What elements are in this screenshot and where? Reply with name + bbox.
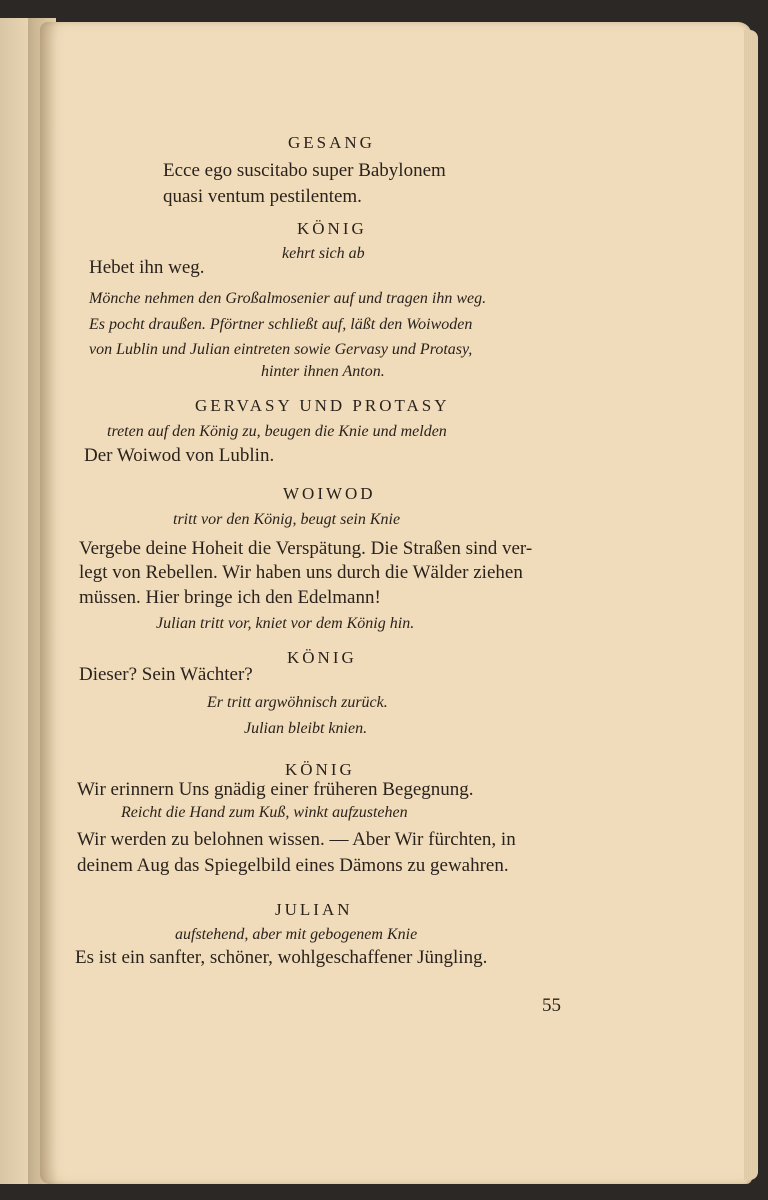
speaker-gesang: GESANG bbox=[288, 133, 375, 152]
woiwod-stage-direction-2: Julian tritt vor, kniet vor dem König hin. bbox=[156, 615, 415, 632]
gervasy-stage-direction: treten auf den König zu, beugen die Knie und melden bbox=[107, 423, 447, 440]
speaker-konig-1: KÖNIG bbox=[297, 219, 367, 238]
woiwod-line-2: legt von Rebellen. Wir haben uns durch die Wälder ziehen bbox=[79, 562, 523, 583]
julian-stage-direction: aufstehend, aber mit gebogenem Knie bbox=[175, 926, 418, 943]
konig-3-stage-direction: Reicht die Hand zum Kuß, winkt aufzustehen bbox=[121, 804, 408, 821]
julian-line: Es ist ein sanfter, schöner, wohlgeschaffener Jüngling. bbox=[75, 947, 488, 968]
speaker-konig-2: KÖNIG bbox=[287, 648, 357, 667]
konig-2-stage-direction-2: Julian bleibt knien. bbox=[244, 720, 368, 737]
woiwod-line-1: Vergebe deine Hoheit die Verspätung. Die Straßen sind ver- bbox=[79, 538, 533, 559]
konig-3-line-2: Wir werden zu belohnen wissen. — Aber Wir fürchten, in bbox=[77, 829, 516, 850]
gesang-line-1: Ecce ego suscitabo super Babylonem bbox=[163, 160, 446, 181]
woiwod-line-3: müssen. Hier bringe ich den Edelmann! bbox=[79, 587, 381, 608]
speaker-woiwod: WOIWOD bbox=[283, 484, 376, 503]
konig-3-line-3: deinem Aug das Spiegelbild eines Dämons zu gewahren. bbox=[77, 855, 509, 876]
page-number: 55 bbox=[542, 995, 561, 1016]
konig-1-line: Hebet ihn weg. bbox=[89, 257, 205, 278]
speaker-gervasy-protasy: GERVASY UND PROTASY bbox=[195, 396, 450, 415]
konig-2-stage-direction-1: Er tritt argwöhnisch zurück. bbox=[207, 694, 388, 711]
gesang-line-2: quasi ventum pestilentem. bbox=[163, 186, 362, 207]
konig-3-line-1: Wir erinnern Uns gnädig einer früheren Begegnung. bbox=[77, 779, 474, 800]
gervasy-line: Der Woiwod von Lublin. bbox=[84, 445, 275, 466]
page-stack-edge bbox=[744, 30, 758, 1180]
stage-block-line-3: von Lublin und Julian eintreten sowie Gervasy und Protasy, bbox=[89, 341, 473, 358]
woiwod-stage-direction: tritt vor den König, beugt sein Knie bbox=[173, 511, 401, 528]
speaker-julian: JULIAN bbox=[275, 900, 353, 919]
book-gutter bbox=[28, 18, 58, 1184]
stage-block-line-4: hinter ihnen Anton. bbox=[261, 363, 385, 380]
speaker-konig-3: KÖNIG bbox=[285, 760, 355, 779]
stage-block-line-2: Es pocht draußen. Pförtner schließt auf, läßt den Woiwoden bbox=[89, 316, 473, 333]
stage-block-line-1: Mönche nehmen den Großalmosenier auf und tragen ihn weg. bbox=[89, 290, 487, 307]
konig-2-line: Dieser? Sein Wächter? bbox=[79, 664, 253, 685]
konig-1-stage-direction: kehrt sich ab bbox=[282, 245, 365, 262]
